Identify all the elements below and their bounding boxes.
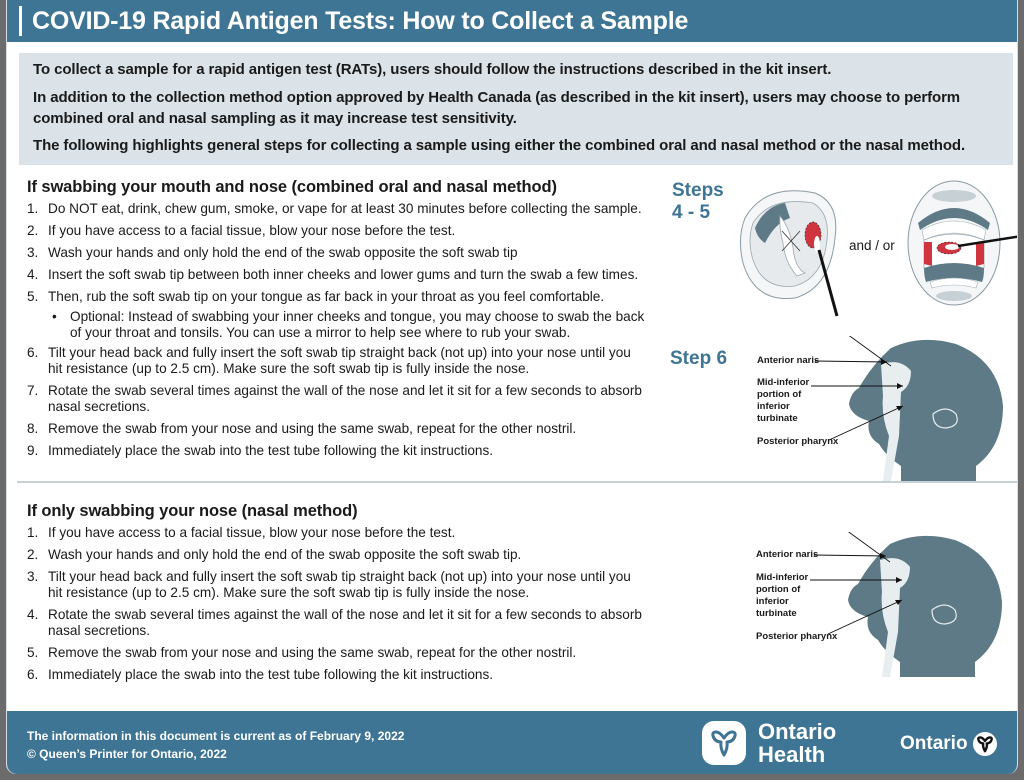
label-mid-inferior: Mid-inferior portion of inferior turbinate xyxy=(756,572,809,619)
steps-4-5-label: Steps 4 - 5 xyxy=(672,180,724,223)
copyright-notice: © Queen’s Printer for Ontario, 2022 xyxy=(27,747,227,761)
step-item: 3. Tilt your head back and fully insert the soft swab tip straight back (not up) into your nose until you hit resistance (up to 2.5 cm). Make sure the soft swab tip is fully inside the nose. xyxy=(27,569,631,600)
trillium-icon xyxy=(702,721,746,765)
step-item: 6. Immediately place the swab into the test tube following the kit instructions. xyxy=(27,667,494,682)
optional-note: • Optional: Instead of swabbing your inner cheeks and tongue, you may choose to swab the back of your throat and tonsils. You can use a mirror to help see where to rub your swab. xyxy=(48,309,647,341)
mouth-cheek-swab-illustration xyxy=(735,178,845,318)
page-title: COVID-19 Rapid Antigen Tests: How to Collect a Sample xyxy=(32,6,689,35)
step-item: 4. Rotate the swab several times against the wall of the nose and let it sit for a few seconds to absorb nasal secretions. xyxy=(27,607,642,638)
intro-paragraph: The following highlights general steps for collecting a sample using either the combined oral and nasal method or the nasal method. xyxy=(33,137,966,154)
step-item: 3. Wash your hands and only hold the end of the swab opposite the soft swab tip xyxy=(27,245,518,260)
step-item: 5. Then, rub the soft swab tip on your tongue as far back in your throat as you feel comfortable. • Optional: Instead of swabbing your inner cheeks and tongue, you may choose to swab the back of your throat and tonsils. You can use a mirror to help see where to rub your swab. xyxy=(27,289,647,339)
combined-method-section xyxy=(27,178,647,465)
label-anterior-naris: Anterior naris xyxy=(757,355,820,366)
combined-steps-list xyxy=(27,201,647,459)
header-accent-bar xyxy=(19,6,22,36)
step-item: 1. Do NOT eat, drink, chew gum, smoke, or vape for at least 30 minutes before collecting the sample. xyxy=(27,201,642,216)
step-item: 8. Remove the swab from your nose and using the same swab, repeat for the other nostril. xyxy=(27,421,577,436)
step-item: 7. Rotate the swab several times against the wall of the nose and let it sit for a few seconds to absorb nasal secretions. xyxy=(27,383,642,414)
intro-paragraph: In addition to the collection method option approved by Health Canada (as described in the kit insert), users may choose to perform combined oral and nasal sampling as it may increase test sensitivity. xyxy=(33,89,961,127)
intro-paragraph: To collect a sample for a rapid antigen test (RATs), users should follow the instructions described in the kit insert. xyxy=(33,61,832,78)
label-mid-inferior: Mid-inferior portion of inferior turbinate xyxy=(757,377,810,424)
label-anterior-naris: Anterior naris xyxy=(756,549,819,560)
ontario-government-logo: Ontario xyxy=(900,732,997,756)
combined-method-heading: If swabbing your mouth and nose (combined oral and nasal method) xyxy=(27,178,557,196)
step-item: 4. Insert the soft swab tip between both inner cheeks and lower gums and turn the swab a few times. xyxy=(27,267,639,282)
step-item: 5. Remove the swab from your nose and using the same swab, repeat for the other nostril. xyxy=(27,645,577,660)
ontario-health-logo: Ontario Health xyxy=(702,720,836,766)
and-or-label: and / or xyxy=(849,238,895,253)
nasal-anatomy-diagram xyxy=(751,336,1011,481)
intro-box xyxy=(19,53,1013,165)
footer-info xyxy=(27,727,404,763)
nasal-anatomy-diagram xyxy=(750,532,1010,677)
step-item: 6. Tilt your head back and fully insert the soft swab tip straight back (not up) into your nose until you hit resistance (up to 2.5 cm). Make sure the soft swab tip is fully inside the nose. xyxy=(27,345,631,376)
document-page xyxy=(6,0,1018,774)
bullet-icon: • xyxy=(52,309,57,324)
label-posterior-pharynx: Posterior pharynx xyxy=(757,436,839,447)
step-6-label: Step 6 xyxy=(670,348,728,369)
section-divider xyxy=(17,481,1017,483)
step-item: 9. Immediately place the swab into the test tube following the kit instructions. xyxy=(27,443,494,458)
step-item: 2. Wash your hands and only hold the end of the swab opposite the soft swab tip. xyxy=(27,547,522,562)
page-header xyxy=(7,0,1017,42)
page-footer xyxy=(7,711,1018,774)
label-posterior-pharynx: Posterior pharynx xyxy=(756,631,838,642)
trillium-icon xyxy=(973,732,997,756)
currency-notice: The information in this document is current as of February 9, 2022 xyxy=(27,729,405,743)
step-item: 1. If you have access to a facial tissue, blow your nose before the test. xyxy=(27,525,456,540)
mouth-throat-swab-illustration xyxy=(904,178,1018,313)
nasal-method-section xyxy=(27,502,647,689)
nasal-steps-list xyxy=(27,525,647,683)
step-item: 2. If you have access to a facial tissue, blow your nose before the test. xyxy=(27,223,456,238)
nasal-method-heading: If only swabbing your nose (nasal method) xyxy=(27,502,358,520)
